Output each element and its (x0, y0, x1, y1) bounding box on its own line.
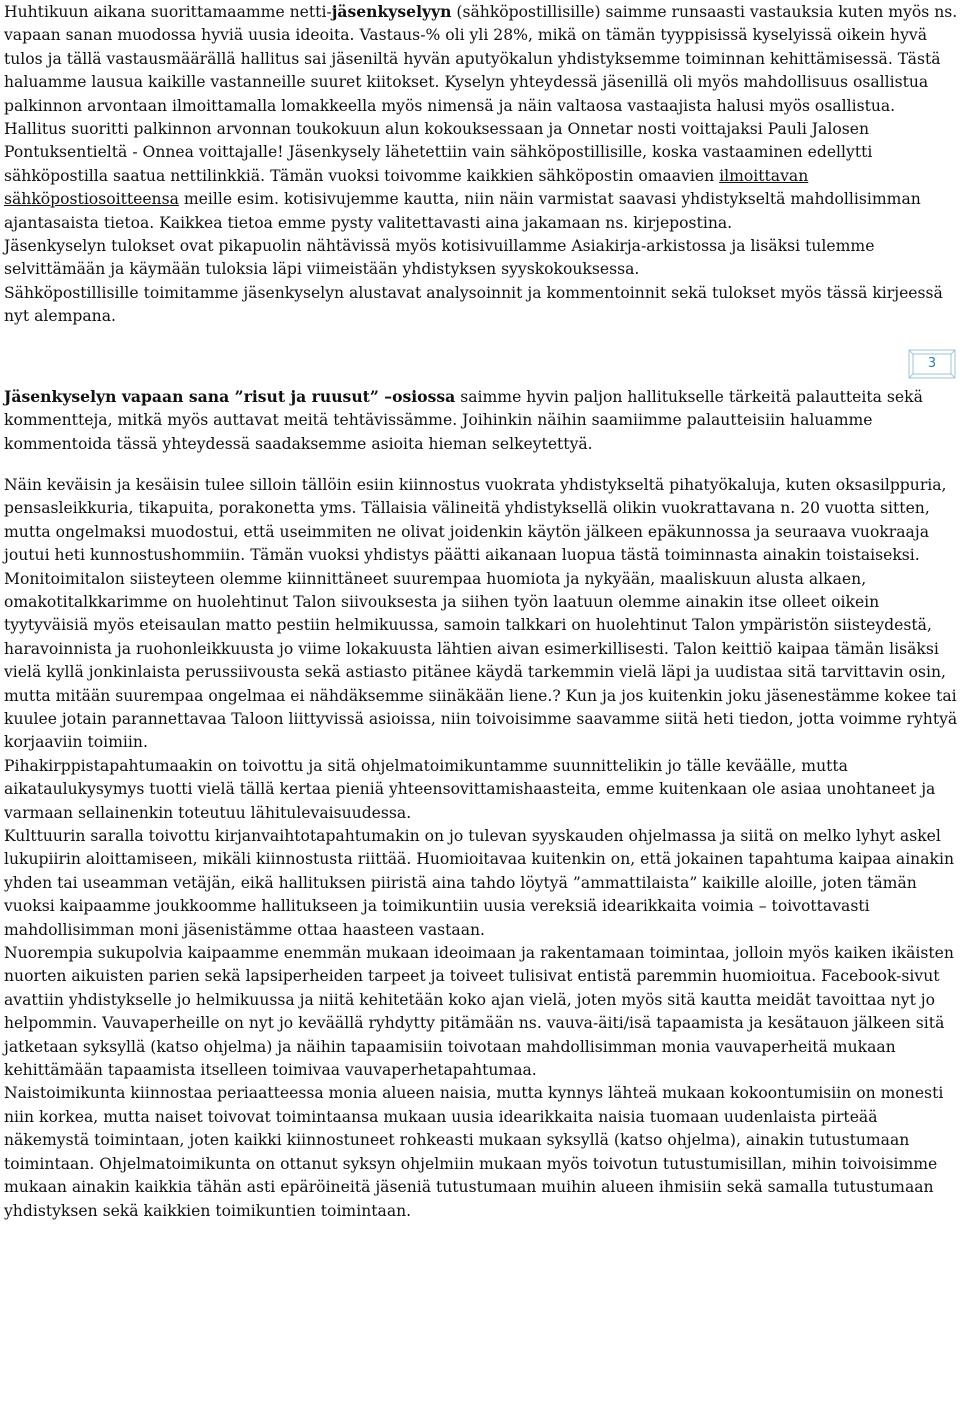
paragraph-survey-results: Jäsenkyselyn tulokset ovat pikapuolin nähtävissä myös kotisivuillamme Asiakirja-arkistossa ja lisäksi tulemme selvittämään ja käymään tuloksia läpi viimeistään yhdistyksen syyskokouksessa. (4, 237, 875, 279)
paragraph-text: saimme hyvin paljon hallitukselle tärkeitä palautteita sekä kommentteja, mitkä myös auttavat meitä tehtävissämme. Joihinkin näihin saamiimme palautteisiin haluamme kommentoida tässä yhteydessä saadaksemme asioita hieman selkeytettyä. (4, 387, 923, 453)
page-number: 3 (927, 355, 937, 371)
paragraph-free-feedback (4, 385, 958, 456)
paragraph-tool-rental: Näin keväisin ja kesäisin tulee silloin tällöin esiin kiinnostus vuokrata yhdistykseltä pihatyökaluja, kuten oksasilppuria, pensasleikkuria, tikapuita, porakonetta yms. Tällaisia välineitä yhdistyksellä olikin vuokrattavana n. 20 vuotta sitten, mutta ongelmaksi muodostui, että useimmiten ne olivat joidenkin käytön jälkeen epäkunnossa ja seuraava vuokraaja joutui heti kunnostushommiin. Tämän vuoksi yhdistys päätti aikanaan luopua tästä toiminnasta ainakin toistaiseksi. (4, 475, 947, 565)
page-number-badge (908, 349, 956, 379)
paragraph-text: Huhtikuun aikana suorittamaamme netti- (4, 3, 332, 21)
section-heading-bold: Jäsenkyselyn vapaan sana ”risut ja ruusut” –osiossa (4, 386, 456, 406)
paragraph-text: (sähköpostillisille) saimme runsaasti vastauksia kuten myös ns. vapaan sanan muodossa hyviä uusia ideoita. Vastaus-% oli yli 28%, mikä on tämän tyyppisissä kyselyissä oikein hyvä tulos ja tällä vastausmäärällä hallitus sai jäseniltä hyvän aputyökalun yhdistyksemme toiminnan kehittämisessä. Tästä haluamme lausua kaikille vastanneille suuret kiitokset. Kyselyn yhteydessä jäsenillä oli myös mahdollisuus osallistua palkinnon arvontaan ilmoittamalla lomakkeella myös nimensä ja näin valtaosa vastaajista halusi myös osallistua. Hallitus suoritti palkinnon arvonnan toukokuun alun kokouksessaan ja Onnetar nosti voittajaksi Pauli Jalosen Pontuksentieltä - Onnea voittajalle! Jäsenkysely lähetettiin vain sähköpostillisille, koska vastaaminen edellytti sähköpostilla saatua nettilinkkiä. Tämän vuoksi toivomme kaikkien sähköpostin omaavien (4, 3, 958, 185)
document-page (4, 0, 958, 1223)
paragraph-womens-committee: Naistoimikunta kiinnostaa periaatteessa monia alueen naisia, mutta kynnys lähteä mukaan kokoontumisiin on monesti niin korkea, mutta naiset toivovat toimintaansa mukaan uusia idearikkaita naisia tuomaan uudenlaista pirteää näkemystä toimintaan, joten kaikki kiinnostuneet rohkeasti mukaan syksyllä (katso ohjelma), ainakin tutustumaan toimintaan. Ohjelmatoimikunta on ottanut syksyn ohjelmiin mukaan myös toivotun tutustumisillan, mihin toivoisimme mukaan ainakin kaikkia tähän asti epäröineitä jäseniä tutustumaan muihin alueen ihmisiin sekä samalla tutustumaan yhdistyksen sekä kaikkien toimikuntien toimintaan. (4, 1084, 944, 1220)
email-notice-underlined: ilmoittavan sähköpostiosoitteensa (4, 166, 809, 209)
paragraph-email-analysis: Sähköpostillisille toimitamme jäsenkyselyn alustavat analysoinnit ja kommentoinnit sekä tulokset myös tässä kirjeessä nyt alempana. (4, 283, 943, 326)
paragraph-member-survey (4, 0, 958, 235)
paragraph-culture: Kulttuurin saralla toivottu kirjanvaihtotapahtumakin on jo tulevan syyskauden ohjelmassa ja siitä on melko lyhyt askel lukupiirin aloittamiseen, mikäli kiinnostusta riittää. Huomioitavaa kuitenkin on, että jokainen tapahtuma kaipaa ainakin yhden tai useamman vetäjän, eikä hallituksen piiristä aina tahdo löytyä ”ammattilaista” kaikille aloille, joten tämän vuoksi kaipaamme joukkoomme hallitukseen ja toimikuntiin uusia vereksiä idearikkaita voimia – toivottavasti mahdollisimman moni jäsenistämme ottaa haasteen vastaan. (4, 827, 955, 939)
survey-term-bold: jäsenkyselyyn (331, 2, 452, 21)
paragraph-younger-generations: Nuorempia sukupolvia kaipaamme enemmän mukaan ideoimaan ja rakentamaan toimintaa, jolloin myös kaiken ikäisten nuorten aikuisten parien sekä lapsiperheiden tarpeet ja toiveet tulisivat entistä paremmin huomioitua. Facebook-sivut avattiin yhdistykselle jo helmikuussa ja niitä kehitetään koko ajan vielä, joten myös sitä kautta meidät tavoittaa nyt jo helpommin. Vauvaperheille on nyt jo keväällä ryhdytty pitämään ns. vauva-äiti/isä tapaamista ja kesätauon jälkeen sitä jatketaan syksyllä (katso ohjelma) ja näihin tapaamisiin toivotaan mahdollisimman monia vauvaperheitä mukaan kehittämään tapaamista itselleen toimivaa vauvaperhetapahtumaa. (4, 944, 954, 1080)
paragraph-text: meille esim. kotisivujemme kautta, niin näin varmistat saavasi yhdistykseltä mahdollisimman ajantasaista tietoa. Kaikkea tietoa emme pysty valitettavasti aina jakamaan ns. kirjepostina. (4, 190, 921, 232)
paragraph-building-cleanliness: Monitoimitalon siisteyteen olemme kiinnittäneet suurempaa huomiota ja nykyään, maaliskuun alusta alkaen, omakotitalkkarimme on huolehtinut Talon siivouksesta ja siihen työn laatuun olemme ainakin itse olleet oikein tyytyväisiä myös eteisaulan matto pestiin helmikuussa, samoin talkkari on huolehtinut Talon ympäristön siisteydestä, haravoinnista ja ruohonleikkuusta jo viime lokakuusta lähtien aivan esimerkillisesti. Talon keittiö kaipaa tämän lisäksi vielä kyllä jonkinlaista perussiivousta sekä astiasto pitänee käydä tarkemmin vielä läpi ja uudistaa sitä tarvittavin osin, mutta mitään suurempaa ongelmaa ei nähdäksemme siinäkään liene.? Kun ja jos kuitenkin joku jäsenestämme kokee tai kuulee jotain parannettavaa Taloon liittyvissä asioissa, niin toivoisimme saavamme siitä heti tiedon, jotta voimme ryhtyä korjaaviin toimiin. (4, 569, 958, 752)
paragraph-yard-flea-market: Pihakirppistapahtumaakin on toivottu ja sitä ohjelmatoimikuntamme suunnittelikin jo tälle keväälle, mutta aikataulukysymys tuotti vielä tällä kertaa pieniä yhteensovittamishaasteita, emme kuitenkaan ole asiaa unohtaneet ja varmaan sellainenkin toteutuu lähitulevaisuudessa. (4, 756, 936, 822)
